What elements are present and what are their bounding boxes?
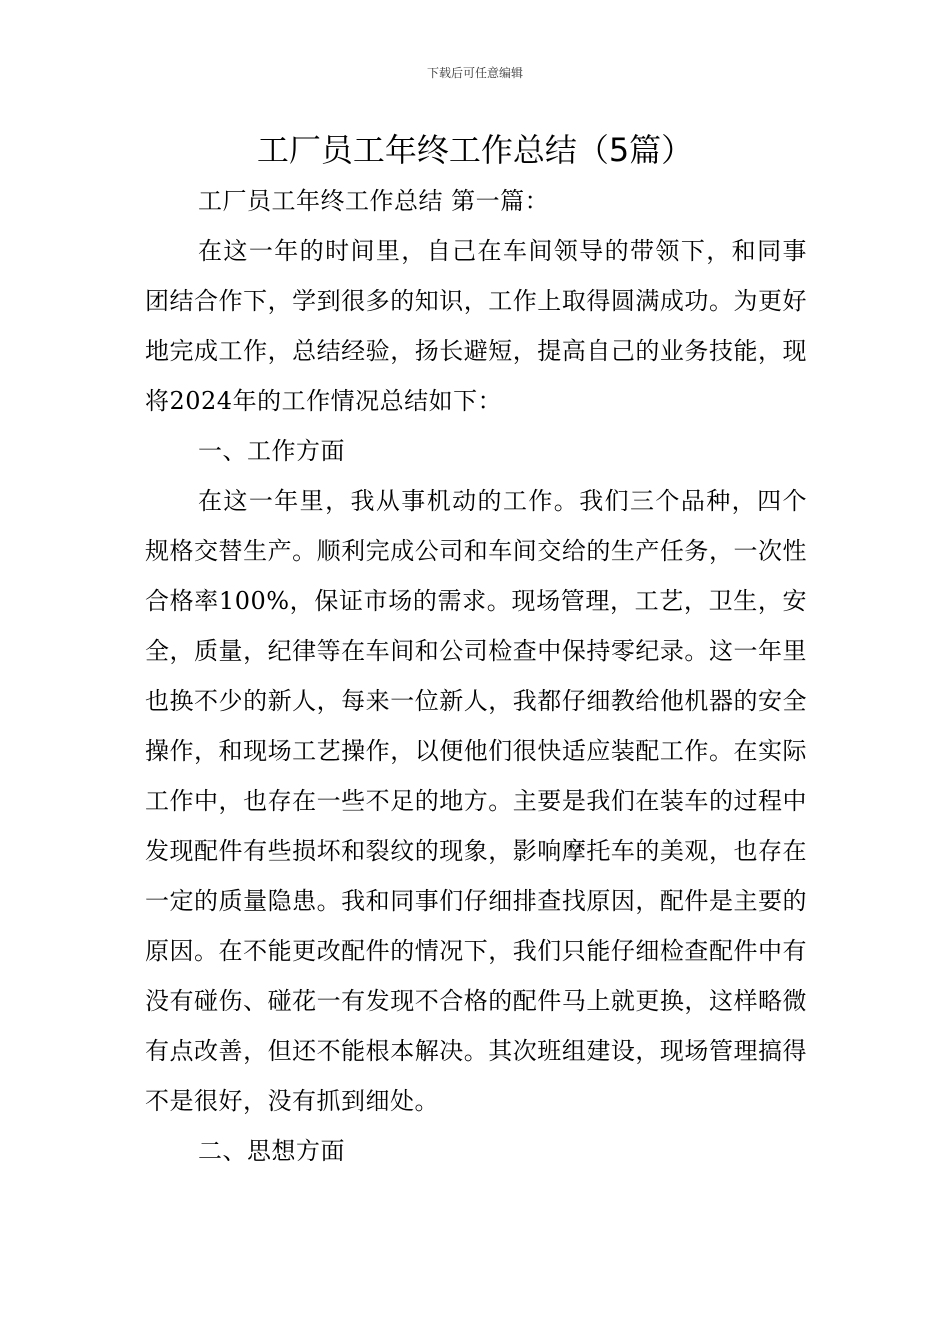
section-heading-work: 一、工作方面 bbox=[198, 437, 345, 465]
work-paragraph: 在这一年里，我从事机动的工作。我们三个品种，四个规格交替生产。顺利完成公司和车间交给的生产任务，一次性合格率100%，保证市场的需求。现场管理，工艺，卫生，安全，质量，纪律等在车间和公司检查中保持零纪录。这一年里也换不少的新人，每来一位新人，我都仔细教给他机器的安全操作，和现场工艺操作，以便他们很快适应装配工作。在实际工作中，也存在一些不足的地方。主要是我们在装车的过程中发现配件有些损坏和裂纹的现象，影响摩托车的美观，也存在一定的质量隐患。我和同事们仔细排查找原因，配件是主要的原因。在不能更改配件的情况下，我们只能仔细检查配件中有没有碰伤、碰花一有发现不合格的配件马上就更换，这样略微有点改善，但还不能根本解决。其次班组建设，现场管理搞得不是很好，没有抓到细处。 bbox=[145, 487, 807, 1115]
header-note: 下载后可任意编辑 bbox=[426, 66, 523, 80]
document-body bbox=[145, 176, 807, 1176]
section-heading-part-one: 工厂员工年终工作总结 第一篇： bbox=[198, 187, 550, 215]
document-title: 工厂员工年终工作总结（5篇） bbox=[256, 131, 694, 169]
section-heading-thought: 二、思想方面 bbox=[198, 1137, 345, 1165]
intro-paragraph: 在这一年的时间里，自己在车间领导的带领下，和同事团结合作下，学到很多的知识，工作上取得圆满成功。为更好地完成工作，总结经验，扬长避短，提高自己的业务技能，现将2024年的工作情况总结如下： bbox=[145, 237, 807, 415]
